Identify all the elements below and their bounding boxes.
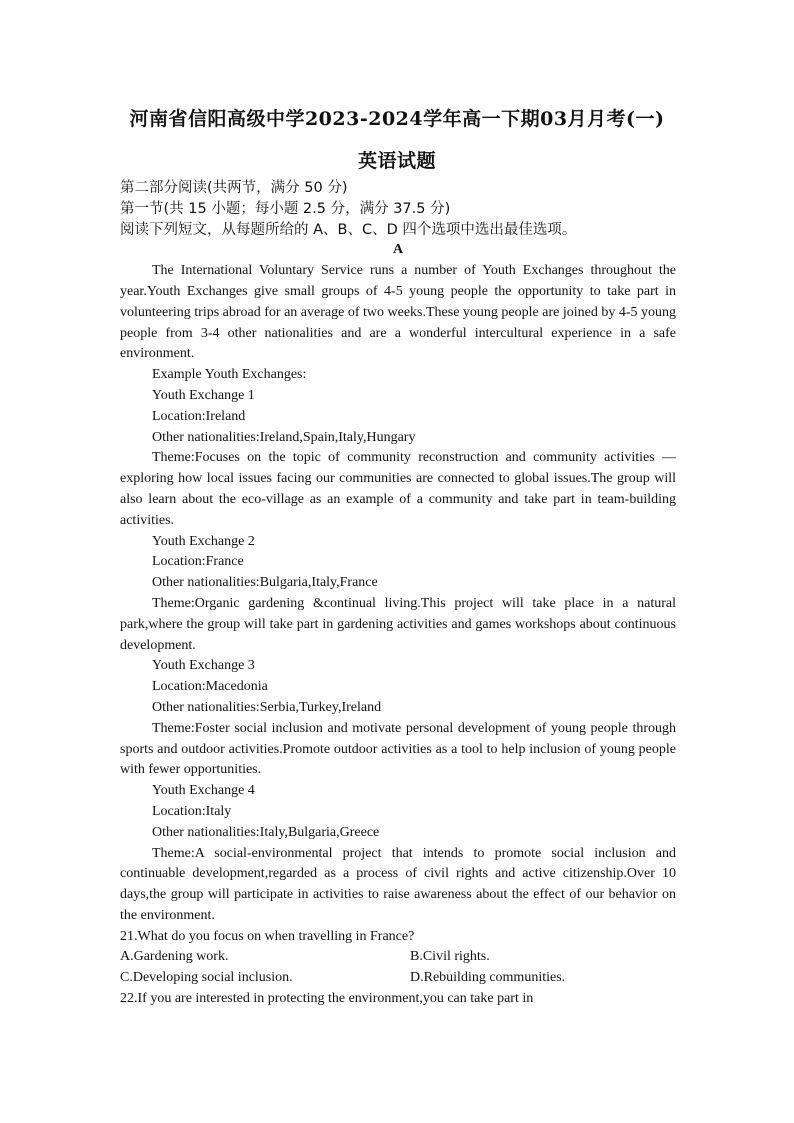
answer-options-row (120, 968, 676, 989)
exchange-block (120, 656, 676, 781)
exchange-nationalities: Other nationalities:Italy,Bulgaria,Greece (152, 824, 380, 840)
exchange-block (120, 386, 676, 532)
exchange-nationalities: Other nationalities:Bulgaria,Italy,France (152, 575, 378, 591)
exam-title: 河南省信阳高级中学2023-2024学年高一下期03月月考(一) (129, 108, 665, 130)
example-heading: Example Youth Exchanges: (152, 367, 307, 383)
exchange-theme: Theme:Foster social inclusion and motivate personal development of young people through sports and outdoor activities.Promote outdoor activities as a tool to help inclusion of young people with fewer opportunities. (120, 720, 676, 778)
exchange-location: Location:Macedonia (152, 679, 268, 695)
passage-label: A (392, 242, 404, 258)
question-stem: 21.What do you focus on when travelling in France? (120, 928, 415, 944)
answer-options-row (120, 947, 676, 968)
exchange-theme: Theme:A social-environmental project that intends to promote social inclusion and continuable development,regarded as a process of civil rights and active citizenship.Over 10 days,the group will participate in activities to raise awareness about the effect of our behavior on the environment. (120, 845, 676, 923)
exchange-name: Youth Exchange 1 (152, 387, 255, 403)
answer-option-a: A.Gardening work. (120, 949, 229, 965)
subsection-instruction: 第一节(共 15 小题；每小题 2.5 分，满分 37.5 分) (120, 200, 451, 217)
exchange-theme: Theme:Organic gardening &continual living.This project will take place in a natural park,where the group will take part in gardening activities and games workshops about continuous development. (120, 595, 676, 653)
answer-option-c: C.Developing social inclusion. (120, 970, 293, 986)
section-instruction: 第二部分阅读(共两节，满分 50 分) (120, 180, 348, 196)
answer-option-b: B.Civil rights. (410, 949, 490, 965)
answer-option-d: D.Rebuilding communities. (410, 970, 566, 986)
passage-intro: The International Voluntary Service runs a number of Youth Exchanges throughout the year.Youth Exchanges give small groups of 4-5 young people the opportunity to take part in volunteering trips abroad for an average of two weeks.These young people are joined by 4-5 young people from 3-4 other nationalities and are a wonderful intercultural experience in a safe environment. (120, 263, 676, 362)
exchange-nationalities: Other nationalities:Serbia,Turkey,Ireland (152, 699, 382, 715)
exchange-location: Location:Italy (152, 803, 232, 819)
exchange-name: Youth Exchange 3 (152, 658, 255, 674)
reading-instruction: 阅读下列短文，从每题所给的 A、B、C、D 四个选项中选出最佳选项。 (120, 221, 577, 238)
exam-subtitle: 英语试题 (357, 150, 436, 172)
exchange-nationalities: Other nationalities:Ireland,Spain,Italy,Hungary (152, 429, 416, 445)
exchange-location: Location:France (152, 554, 244, 570)
exchange-block (120, 781, 676, 927)
exam-content (120, 178, 676, 1010)
exchange-name: Youth Exchange 2 (152, 533, 255, 549)
exchange-name: Youth Exchange 4 (152, 783, 255, 799)
exchange-theme: Theme:Focuses on the topic of community reconstruction and community activities —exploring how local issues facing our communities are connected to global issues.The group will also learn about the eco-village as an example of a community and take part in team-building activities. (120, 450, 676, 528)
exchange-block (120, 532, 676, 657)
question-stem: 22.If you are interested in protecting the environment,you can take part in (120, 991, 534, 1007)
exchange-location: Location:Ireland (152, 408, 246, 424)
